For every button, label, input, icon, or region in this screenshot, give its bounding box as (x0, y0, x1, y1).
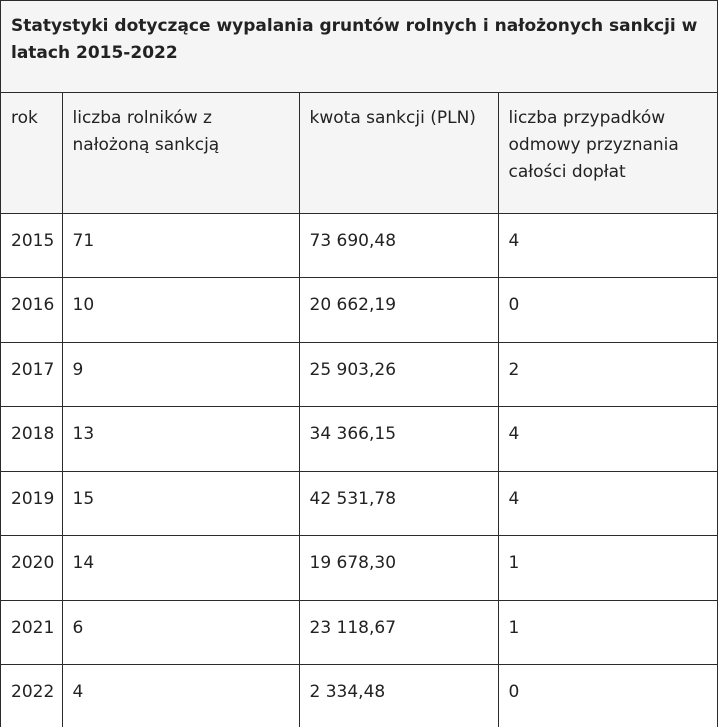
header-amount: kwota sankcji (PLN) (299, 93, 498, 213)
cell-farmers: 6 (62, 600, 299, 665)
cell-year: 2019 (1, 471, 62, 536)
cell-year: 2022 (1, 665, 62, 727)
cell-amount: 34 366,15 (299, 407, 498, 472)
cell-refusals: 0 (498, 665, 717, 727)
cell-amount: 73 690,48 (299, 213, 498, 278)
header-row (1, 93, 717, 213)
header-farmers: liczba rolników z nałożoną sankcją (62, 93, 299, 213)
table-row (1, 342, 717, 407)
table-row (1, 665, 717, 727)
cell-year: 2017 (1, 342, 62, 407)
cell-farmers: 14 (62, 536, 299, 601)
cell-farmers: 4 (62, 665, 299, 727)
cell-farmers: 71 (62, 213, 299, 278)
cell-amount: 19 678,30 (299, 536, 498, 601)
cell-refusals: 2 (498, 342, 717, 407)
header-refusals: liczba przypadków odmowy przyznania całości dopłat (498, 93, 717, 213)
cell-farmers: 9 (62, 342, 299, 407)
cell-refusals: 4 (498, 471, 717, 536)
cell-farmers: 10 (62, 278, 299, 343)
cell-year: 2016 (1, 278, 62, 343)
table-row (1, 407, 717, 472)
table-row (1, 213, 717, 278)
table-row (1, 600, 717, 665)
header-year: rok (1, 93, 62, 213)
sanctions-table (1, 93, 717, 727)
cell-year: 2015 (1, 213, 62, 278)
cell-amount: 25 903,26 (299, 342, 498, 407)
cell-refusals: 4 (498, 213, 717, 278)
cell-refusals: 1 (498, 536, 717, 601)
cell-refusals: 0 (498, 278, 717, 343)
table-header (1, 93, 717, 213)
table-row (1, 278, 717, 343)
cell-year: 2021 (1, 600, 62, 665)
cell-amount: 23 118,67 (299, 600, 498, 665)
table-row (1, 471, 717, 536)
cell-amount: 42 531,78 (299, 471, 498, 536)
cell-year: 2020 (1, 536, 62, 601)
table-body (1, 213, 717, 727)
cell-farmers: 13 (62, 407, 299, 472)
table-title: Statystyki dotyczące wypalania gruntów rolnych i nałożonych sankcji w latach 2015-2022 (1, 1, 717, 93)
cell-amount: 2 334,48 (299, 665, 498, 727)
cell-refusals: 1 (498, 600, 717, 665)
cell-year: 2018 (1, 407, 62, 472)
cell-farmers: 15 (62, 471, 299, 536)
cell-amount: 20 662,19 (299, 278, 498, 343)
cell-refusals: 4 (498, 407, 717, 472)
table-row (1, 536, 717, 601)
